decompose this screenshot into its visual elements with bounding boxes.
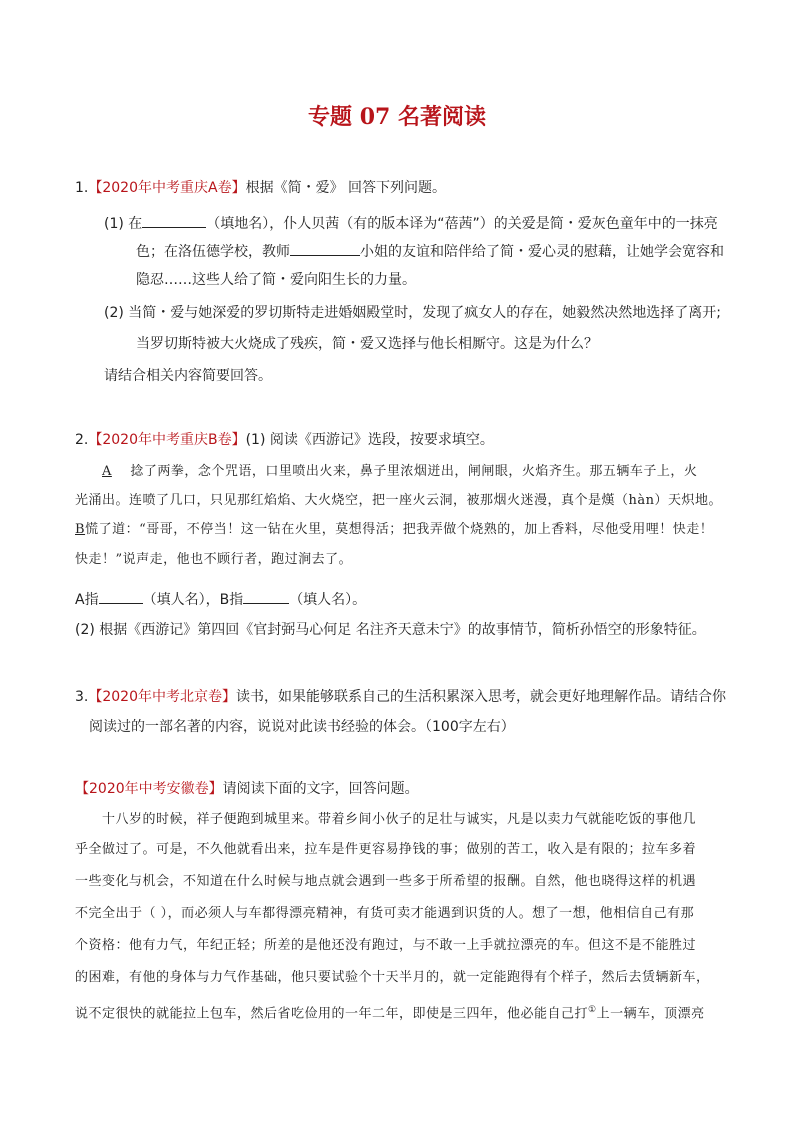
question-number: 2. <box>75 432 89 448</box>
question-source: 【2020年中考重庆A卷】 <box>88 180 246 196</box>
passage-line: 一些变化与机会，不知道在什么时候与地点就会遇到一些多于所希望的报酬。自然，他也晓得这样的机遇 <box>75 874 697 889</box>
page-title: 专题 07 名著阅读 <box>308 104 486 130</box>
text-segment: 说不定很快的就能拉上包车，然后省吃俭用的一年二年，即使是三四年，他必能自己打 <box>75 1006 589 1022</box>
fill-blank <box>99 588 143 604</box>
fill-blank <box>142 212 206 228</box>
text-segment: 色；在洛伍德学校，教师 <box>136 244 290 260</box>
question-1-part-1-line-2 <box>136 240 724 262</box>
passage-line: 十八岁的时候，祥子便跑到城里来。带着乡间小伙子的足壮与诚实，凡是以卖力气就能吃饭的事他几 <box>102 812 697 827</box>
fill-blank <box>243 588 289 604</box>
question-2-part-2: (2) 根据《西游记》第四回《官封弼马心何足 名注齐天意未宁》的故事情节，简析孙悟空的形象特征。 <box>75 622 706 638</box>
fill-blank <box>290 240 360 256</box>
excerpt-a-line-1 <box>102 462 697 482</box>
passage-line: 的困难，有他的身体与力气作基础，他只要试验个十天半月的，就一定能跑得有个样子，然后去赁辆新车， <box>75 970 710 985</box>
text-segment: 慌了道：“哥哥，不停当！这一钻在火里，莫想得活；把我弄做个烧熟的，加上香料，尽他受用哩！快走！ <box>85 522 714 537</box>
text-segment: 读书，如果能够联系自己的生活积累深入思考，就会更好地理解作品。请结合你 <box>236 689 726 705</box>
question-1-header <box>75 178 446 198</box>
question-1-part-1-line-3: 隐忍……这些人给了简・爱向阳生长的力量。 <box>136 272 416 288</box>
text-segment: （填人名），B指 <box>142 592 244 608</box>
question-1-instruction: 请结合相关内容简要回答。 <box>104 368 272 384</box>
text-segment: 捻了两拳，念个咒语，口里喷出火来，鼻子里浓烟迸出，闸闸眼，火焰齐生。那五辆车子上，火 <box>130 464 698 479</box>
excerpt-a-marker: A <box>102 464 112 479</box>
text-segment: A指 <box>75 592 99 608</box>
question-source: 【2020年中考重庆B卷】 <box>88 432 246 448</box>
question-3-line-2: 阅读过的一部名著的内容，说说对此读书经验的体会。（100字左右） <box>89 719 515 735</box>
question-3-line-1 <box>75 687 726 707</box>
question-4-header <box>75 779 419 799</box>
text-segment: 小姐的友谊和陪伴给了简・爱心灵的慰藉，让她学会宽容和 <box>360 244 724 260</box>
question-1-part-2-line-1: (2) 当简・爱与她深爱的罗切斯特走进婚姻殿堂时，发现了疯女人的存在，她毅然决然地选择了离开; <box>104 305 721 321</box>
passage-line: 个资格：他有力气，年纪正轻；所差的是他还没有跑过，与不敢一上手就拉漂亮的车。但这不是不能胜过 <box>75 938 697 953</box>
question-1-part-1-line-1 <box>104 212 718 234</box>
question-prompt: 根据《简・爱》 回答下列问题。 <box>245 180 447 196</box>
question-2-fill-line <box>75 588 366 610</box>
question-prompt: 请阅读下面的文字，回答问题。 <box>222 781 419 797</box>
question-number: 3. <box>75 689 89 705</box>
excerpt-b-marker: B <box>75 522 86 537</box>
text-segment: 上一辆车，顶漂亮 <box>596 1006 705 1022</box>
text-segment: （填地名），仆人贝茜（有的版本译为“蓓茜”）的关爱是简・爱灰色童年中的一抹亮 <box>206 216 718 232</box>
question-source: 【2020年中考北京卷】 <box>88 689 236 705</box>
question-2-header <box>75 430 494 450</box>
question-prompt: (1) 阅读《西游记》选段，按要求填空。 <box>245 432 494 448</box>
excerpt-b-line-1 <box>75 520 713 540</box>
text-segment: （填人名）。 <box>289 592 367 608</box>
footnote-marker: ① <box>588 1005 597 1015</box>
excerpt-a-line-2: 光涌出。连喷了几口，只见那红焰焰、大火烧空，把一座火云洞，被那烟火迷漫，真个是熯（hàn）天炽地。 <box>75 493 722 508</box>
text-segment: (1) 在 <box>104 216 143 232</box>
passage-line-last <box>75 1000 705 1024</box>
question-number: 1. <box>75 180 89 196</box>
question-source: 【2020年中考安徽卷】 <box>75 781 223 797</box>
question-1-part-2-line-2: 当罗切斯特被大火烧成了残疾，简・爱又选择与他长相厮守。这是为什么？ <box>136 336 598 352</box>
excerpt-b-line-2: 快走！”说声走，他也不顾行者，跑过涧去了。 <box>75 552 353 567</box>
passage-line: 不完全出于（ ），而必须人与车都得漂亮精神，有货可卖才能遇到识货的人。想了一想，他相信自己有那 <box>75 906 695 921</box>
passage-line: 乎全做过了。可是，不久他就看出来，拉车是件更容易挣钱的事；做别的苦工，收入是有限的；拉车多着 <box>75 842 697 857</box>
